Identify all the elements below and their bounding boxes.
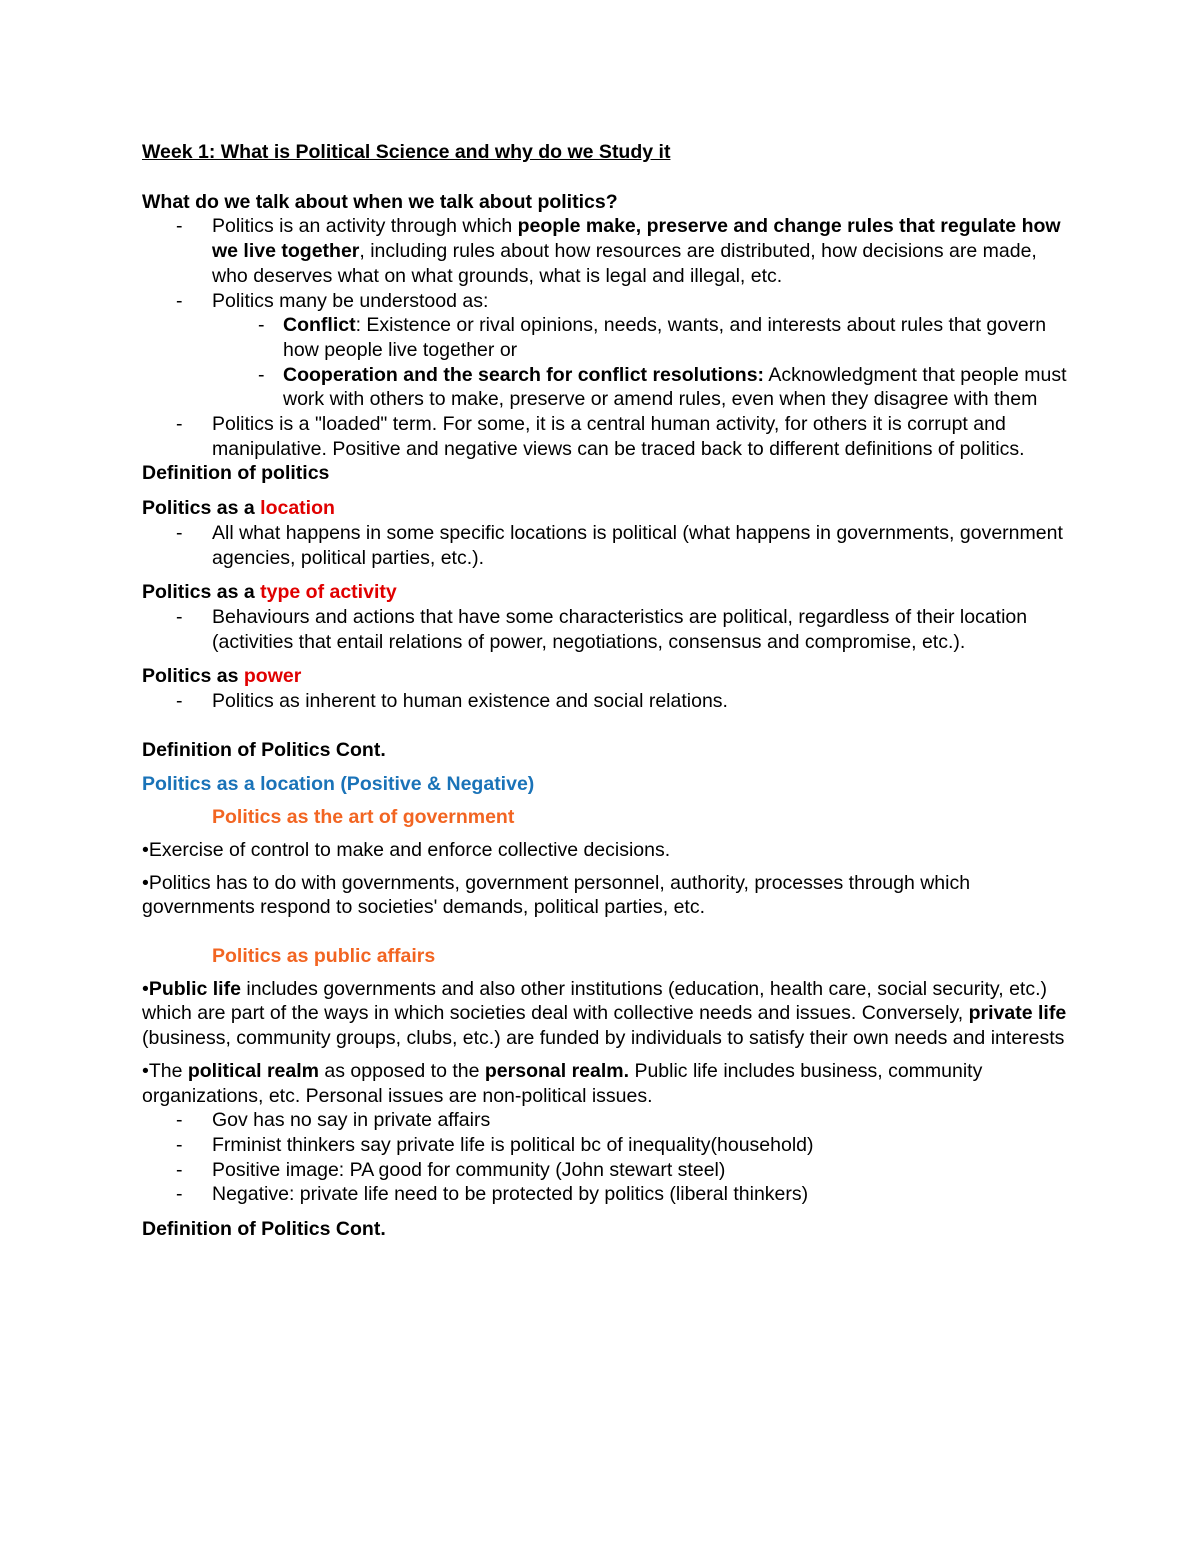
bullet-paragraph: •Exercise of control to make and enforce collective decisions. [142, 838, 671, 861]
page-title: Week 1: What is Political Science and why do we Study it [142, 141, 671, 163]
bullet-paragraph: •The political realm as opposed to the personal realm. Public life includes business, community organizations, etc. Personal issues are non-political issues. [142, 1059, 983, 1107]
cont-heading-2: Definition of Politics Cont. [142, 1218, 386, 1241]
activity-heading: Politics as a type of activity [142, 581, 397, 604]
list-item: - Politics as inherent to human existence and social relations. [142, 689, 1072, 714]
list-item: - Gov has no say in private affairs [142, 1108, 1072, 1133]
bullet-paragraph: •Politics has to do with governments, government personnel, authority, processes through which governments respond to societies' demands, political parties, etc. [142, 871, 971, 919]
public-affairs-list [142, 1108, 1072, 1207]
activity-list [142, 605, 1072, 654]
list-item: - Negative: private life need to be protected by politics (liberal thinkers) [142, 1182, 1072, 1207]
location-list [142, 521, 1072, 570]
bullet-paragraph: •Public life includes governments and also other institutions (education, health care, social security, etc.) which are part of the ways in which societies deal with collective needs and issues. Conversely, private life (business, community groups, clubs, etc.) are funded by individuals to satisfy their own needs and interests [142, 977, 1067, 1050]
list-item: - Positive image: PA good for community (John stewart steel) [142, 1158, 1072, 1183]
document-page [142, 140, 1072, 1242]
list-item: - Behaviours and actions that have some characteristics are political, regardless of their location (activities that entail relations of power, negotiations, consensus and compromise, etc.). [142, 605, 1072, 654]
list-item: - Cooperation and the search for conflict resolutions: Acknowledgment that people must work with others to make, preserve or amend rules, even when they disagree with them [212, 363, 1072, 412]
list-item: - Politics is an activity through which people make, preserve and change rules that regulate how we live together, including rules about how resources are distributed, how decisions are made, who deserves what on what grounds, what is legal and illegal, etc. [142, 214, 1072, 288]
list-item: - Frminist thinkers say private life is political bc of inequality(household) [142, 1133, 1072, 1158]
public-affairs-heading: Politics as public affairs [212, 944, 436, 967]
art-of-government-heading: Politics as the art of government [212, 806, 515, 829]
intro-list [142, 214, 1072, 461]
power-heading: Politics as power [142, 665, 302, 688]
location-pos-neg-heading: Politics as a location (Positive & Negative) [142, 773, 535, 796]
list-item: - Politics many be understood as: - Conflict: Existence or rival opinions, needs, wants, and interests about rules that govern how people live together or - Cooperation and the search for conflict resolutions: Acknowledgment that people must work with others to make, preserve or amend rules, even when they disagree with them [142, 289, 1072, 413]
list-item: - Conflict: Existence or rival opinions, needs, wants, and interests about rules that govern how people live together or [212, 313, 1072, 362]
question-heading: What do we talk about when we talk about politics? [142, 190, 618, 213]
definition-heading: Definition of politics [142, 462, 330, 485]
location-heading: Politics as a location [142, 497, 335, 520]
sub-list [212, 313, 1072, 412]
cont-heading: Definition of Politics Cont. [142, 738, 386, 761]
power-list [142, 689, 1072, 714]
list-item: - Politics is a "loaded" term. For some, it is a central human activity, for others it is corrupt and manipulative. Positive and negative views can be traced back to different definitions of politics. [142, 412, 1072, 461]
list-item: - All what happens in some specific locations is political (what happens in governments, government agencies, political parties, etc.). [142, 521, 1072, 570]
